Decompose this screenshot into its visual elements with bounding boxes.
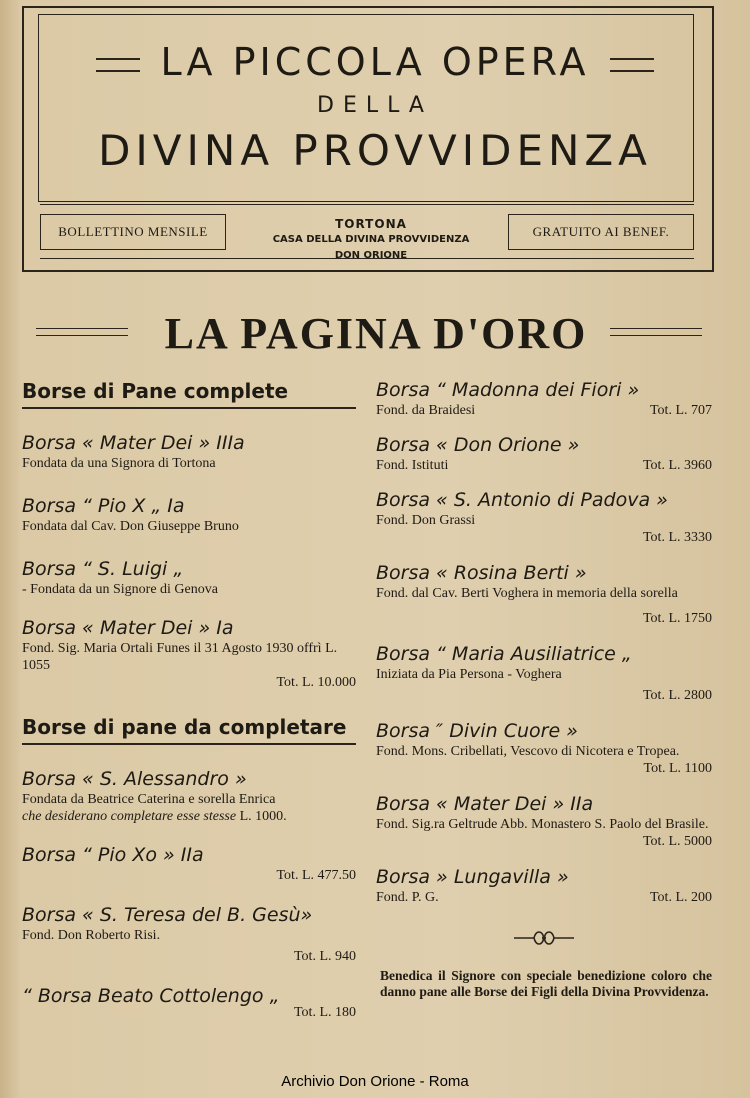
masthead-left-box: BOLLETTINO MENSILE xyxy=(40,214,226,250)
entry-total: Tot. L. 707 xyxy=(649,403,712,418)
entry-title: “ Borsa Beato Cottolengo „ xyxy=(22,985,280,1007)
entry-title: Borsa “ S. Luigi „ xyxy=(22,558,184,580)
entry-title: Borsa “ Pio X „ Ia xyxy=(22,495,185,517)
list-item xyxy=(376,865,712,906)
entry-description: Fond. Don Roberto Risi. xyxy=(22,928,161,943)
entry-row xyxy=(376,457,712,474)
masthead-divider-top xyxy=(40,204,694,205)
flourish-ornament-svg xyxy=(512,926,576,950)
entry-total: Tot. L. 3330 xyxy=(642,530,712,545)
entry-title: Borsa « Mater Dei » Ia xyxy=(22,617,234,639)
entry-description: Fondata da Beatrice Caterina e sorella Enrica xyxy=(22,792,276,807)
entry-total: Tot. L. 1750 xyxy=(642,611,712,626)
list-item xyxy=(376,792,712,851)
entry-title: Borsa » Lungavilla » xyxy=(376,866,569,888)
list-item xyxy=(376,378,712,419)
entry-total: Tot. L. 3960 xyxy=(642,458,712,473)
masthead-center-block xyxy=(240,216,502,264)
entry-total: Tot. L. 477.50 xyxy=(276,868,356,883)
entry-description: Fond. Sig. Maria Ortali Funes il 31 Agosto 1930 offrì L. 1055 xyxy=(22,641,338,673)
entry-description: Fond. Don Grassi xyxy=(376,513,476,528)
list-item xyxy=(376,561,712,628)
list-item xyxy=(22,843,356,885)
entry-total: Tot. L. 5000 xyxy=(642,834,712,849)
entry-note-italic: che desiderano completare esse stesse xyxy=(22,809,237,824)
entry-description: Fondata dal Cav. Don Giuseppe Bruno xyxy=(22,519,239,534)
masthead-title-line1 xyxy=(0,40,750,84)
entry-title: Borsa « Mater Dei » IIIa xyxy=(22,432,245,454)
entry-description: Fond. dal Cav. Berti Voghera in memoria della sorella xyxy=(376,586,678,601)
flourish-ornament-icon xyxy=(376,926,712,950)
list-item xyxy=(22,903,356,966)
ornament-dash-left xyxy=(96,58,140,72)
list-item xyxy=(22,616,356,692)
entry-title: Borsa ″ Divin Cuore » xyxy=(376,720,578,742)
closing-blessing: Benedica il Signore con speciale benedizione coloro che danno pane alle Borse dei Figli della Divina Provvidenza. xyxy=(380,968,712,999)
list-item xyxy=(376,433,712,474)
main-heading-block xyxy=(30,306,722,362)
entry-description: Fond. Mons. Cribellati, Vescovo di Nicotera e Tropea. xyxy=(376,744,680,759)
entry-description: Fond. Istituti xyxy=(376,458,449,473)
masthead-city: TORTONA xyxy=(335,217,407,231)
entry-description: - Fondata da un Signore di Genova xyxy=(22,582,218,597)
list-item xyxy=(376,488,712,547)
entry-description: Fond. da Braidesi xyxy=(376,403,476,418)
entry-description: Fondata da una Signora di Tortona xyxy=(22,456,216,471)
entry-description: Fond. P. G. xyxy=(376,890,439,905)
left-column xyxy=(22,378,356,1022)
entry-title: Borsa “ Pio Xo » IIa xyxy=(22,844,204,866)
right-column xyxy=(376,378,712,1000)
entry-description: Fond. Sig.ra Geltrude Abb. Monastero S. Paolo del Brasile. xyxy=(376,817,709,832)
masthead-right-box: GRATUITO AI BENEF. xyxy=(508,214,694,250)
entry-title: Borsa « Rosina Berti » xyxy=(376,562,587,584)
entry-total: Tot. L. 940 xyxy=(293,949,356,964)
masthead-title-line2: DELLA xyxy=(317,93,433,118)
section-title-to-complete: Borse di pane da completare xyxy=(22,714,356,745)
list-item xyxy=(22,557,356,598)
entry-row xyxy=(376,402,712,419)
entry-title: Borsa “ Madonna dei Fiori » xyxy=(376,379,640,401)
ornament-dash-right xyxy=(610,58,654,72)
masthead-title-text1: LA PICCOLA OPERA xyxy=(160,40,590,84)
entry-row xyxy=(376,889,712,906)
list-item xyxy=(22,431,356,472)
section-title-complete: Borse di Pane complete xyxy=(22,378,356,409)
entry-total: Tot. L. 2800 xyxy=(642,688,712,703)
masthead-founder: DON ORIONE xyxy=(334,250,408,261)
masthead-divider-bottom xyxy=(40,258,694,259)
entry-description: Iniziata da Pia Persona - Voghera xyxy=(376,667,562,682)
entry-description-extra xyxy=(22,808,356,825)
list-item xyxy=(22,494,356,535)
entry-title: Borsa “ Maria Ausiliatrice „ xyxy=(376,643,632,665)
list-item xyxy=(22,984,356,1022)
entry-title: Borsa « Mater Dei » IIa xyxy=(376,793,594,815)
list-item xyxy=(376,642,712,705)
masthead-house: CASA DELLA DIVINA PROVVIDENZA xyxy=(272,234,470,245)
masthead-title-line3: DIVINA PROVVIDENZA xyxy=(98,126,652,175)
entry-title: Borsa « S. Teresa del B. Gesù» xyxy=(22,904,313,926)
entry-amount: L. 1000. xyxy=(239,809,287,824)
list-item xyxy=(376,719,712,778)
archive-footer: Archivio Don Orione - Roma xyxy=(281,1073,469,1090)
entry-total: Tot. L. 200 xyxy=(649,890,712,905)
entry-total: Tot. L. 180 xyxy=(293,1005,356,1020)
entry-title: Borsa « S. Alessandro » xyxy=(22,768,247,790)
entry-total: Tot. L. 1100 xyxy=(643,761,712,776)
entry-title: Borsa « S. Antonio di Padova » xyxy=(376,489,668,511)
entry-total: Tot. L. 10.000 xyxy=(276,675,356,690)
list-item xyxy=(22,767,356,825)
entry-title: Borsa « Don Orione » xyxy=(376,434,580,456)
main-heading: LA PAGINA D'ORO xyxy=(164,309,588,358)
